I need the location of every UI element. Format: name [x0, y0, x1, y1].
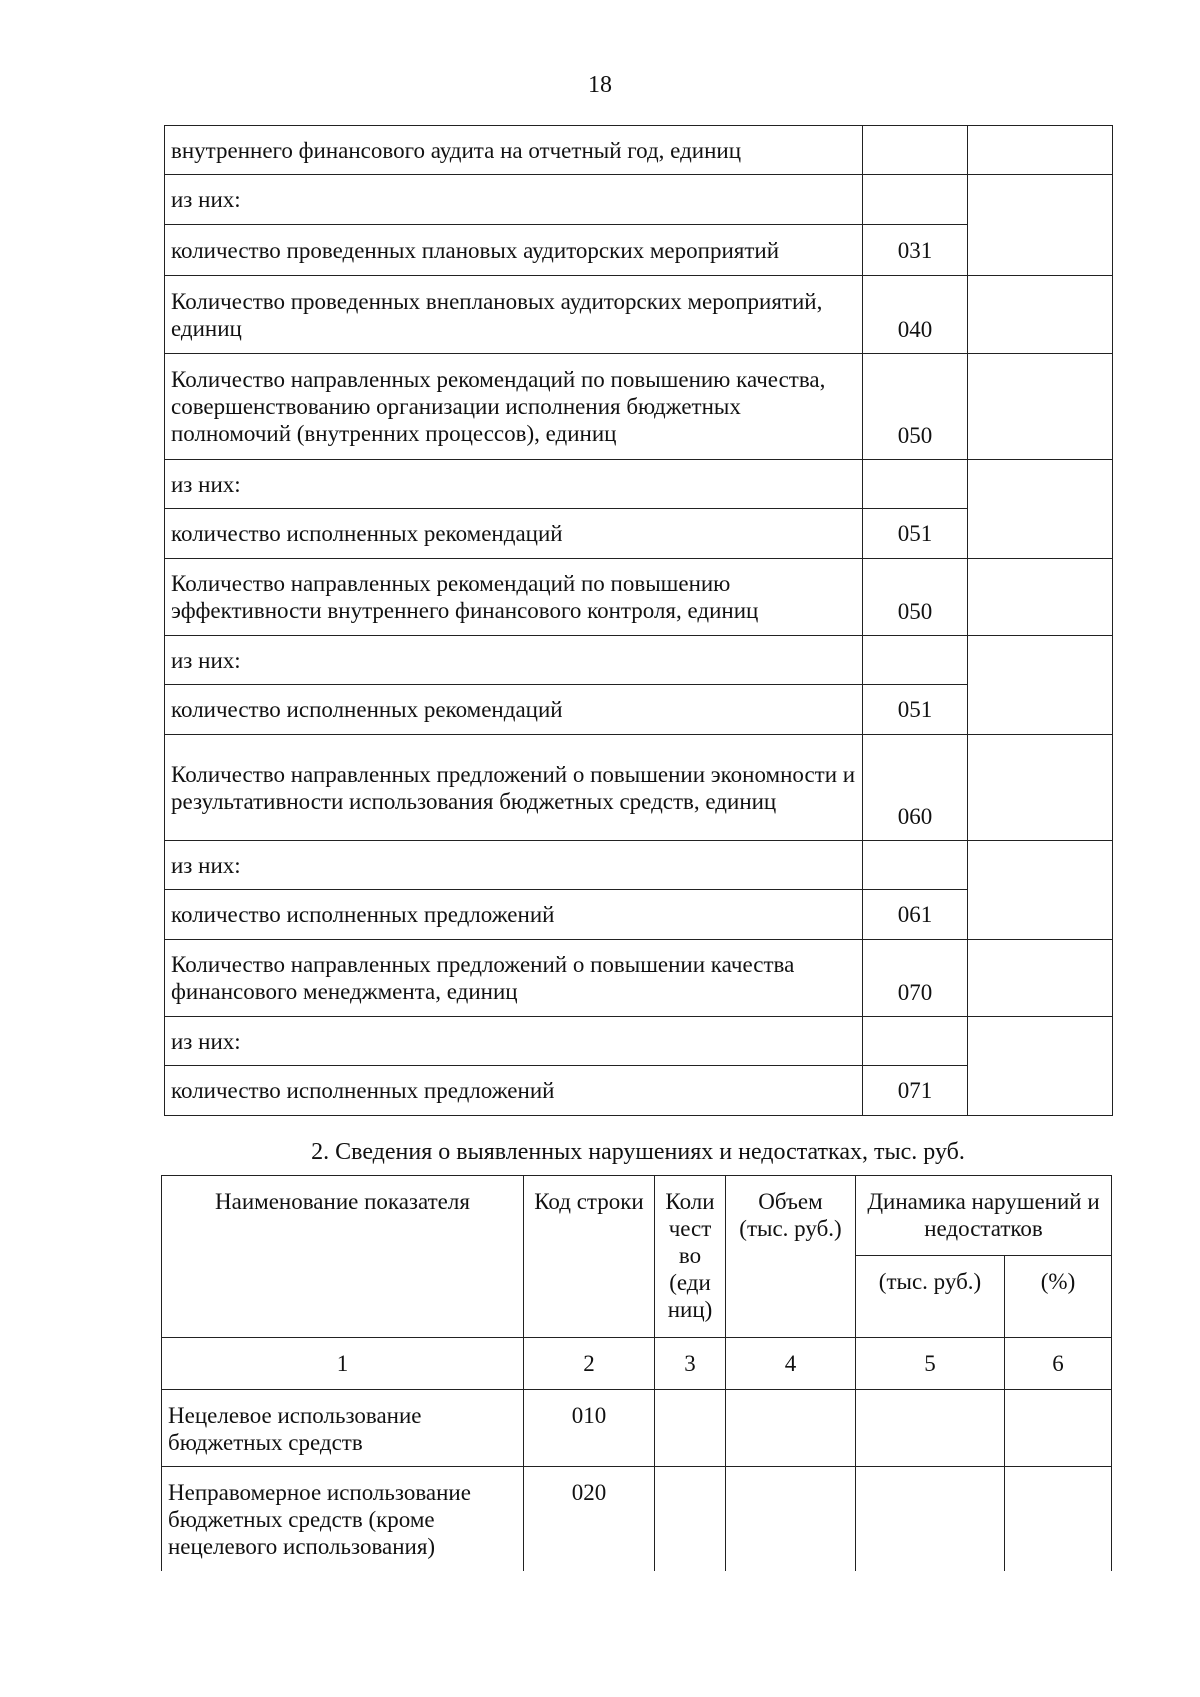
header-dynamics-rub: (тыс. руб.)	[856, 1256, 1005, 1338]
row-label: количество проведенных плановых аудиторских мероприятий	[165, 225, 863, 276]
row-code: 040	[863, 276, 968, 354]
row-code	[863, 126, 968, 175]
header-code: Код строки	[524, 1176, 655, 1338]
row-code: 051	[863, 685, 968, 735]
row-code: 061	[863, 890, 968, 940]
row-label: из них:	[165, 175, 863, 225]
row-dynamics-pct	[1005, 1467, 1112, 1571]
header-dynamics-pct: (%)	[1005, 1256, 1112, 1338]
table-row	[162, 1390, 1112, 1467]
table-row	[165, 460, 1113, 509]
header-volume: Объем (тыс. руб.)	[726, 1176, 856, 1338]
row-value	[968, 1017, 1113, 1116]
row-label: из них:	[165, 636, 863, 685]
row-label: Количество направленных рекомендаций по повышению эффективности внутреннего финансового контроля, единиц	[165, 559, 863, 636]
table-row	[165, 636, 1113, 685]
row-label: количество исполненных предложений	[165, 890, 863, 940]
row-label: из них:	[165, 841, 863, 890]
row-code	[863, 841, 968, 890]
row-label: Количество направленных рекомендаций по повышению качества, совершенствованию организации исполнения бюджетных полномочий (внутренних процессов), единиц	[165, 354, 863, 460]
table-row	[162, 1467, 1112, 1571]
row-label: количество исполненных рекомендаций	[165, 509, 863, 559]
row-label: Количество направленных предложений о повышении качества финансового менеджмента, единиц	[165, 940, 863, 1017]
row-volume	[726, 1390, 856, 1467]
row-value	[968, 559, 1113, 636]
page-number: 18	[588, 72, 612, 98]
row-code: 060	[863, 735, 968, 841]
row-code	[863, 460, 968, 509]
row-code: 031	[863, 225, 968, 276]
row-volume	[726, 1467, 856, 1571]
row-code: 050	[863, 559, 968, 636]
row-value	[968, 276, 1113, 354]
row-code	[863, 1017, 968, 1066]
section-title: 2. Сведения о выявленных нарушениях и недостатках, тыс. руб.	[311, 1139, 965, 1165]
row-value	[968, 940, 1113, 1017]
row-label: количество исполненных рекомендаций	[165, 685, 863, 735]
table-row	[165, 735, 1113, 841]
table-row	[165, 276, 1113, 354]
row-count	[655, 1467, 726, 1571]
row-dynamics-rub	[856, 1390, 1005, 1467]
row-code: 070	[863, 940, 968, 1017]
row-label: Количество проведенных внеплановых аудиторских мероприятий, единиц	[165, 276, 863, 354]
row-name: Неправомерное использование бюджетных средств (кроме нецелевого использования)	[162, 1467, 524, 1571]
row-value	[968, 636, 1113, 735]
table-row	[165, 1017, 1113, 1066]
header-count: Коли чест во (еди ниц)	[655, 1176, 726, 1338]
header-dynamics: Динамика нарушений и недостатков	[856, 1176, 1112, 1256]
header-row	[162, 1176, 1112, 1256]
column-number: 4	[726, 1338, 856, 1390]
table-row	[165, 354, 1113, 460]
table-row	[165, 559, 1113, 636]
header-name: Наименование показателя	[162, 1176, 524, 1338]
table-row	[165, 126, 1113, 175]
row-code	[863, 175, 968, 225]
column-number: 2	[524, 1338, 655, 1390]
row-label: из них:	[165, 460, 863, 509]
row-value	[968, 841, 1113, 940]
row-code: 071	[863, 1066, 968, 1116]
column-number: 3	[655, 1338, 726, 1390]
table-row	[165, 841, 1113, 890]
row-label: Количество направленных предложений о повышении экономности и результативности использования бюджетных средств, единиц	[165, 735, 863, 841]
row-value	[968, 175, 1113, 276]
row-code: 020	[524, 1467, 655, 1571]
row-value	[968, 735, 1113, 841]
column-number: 6	[1005, 1338, 1112, 1390]
row-label: из них:	[165, 1017, 863, 1066]
table-row	[165, 940, 1113, 1017]
row-dynamics-rub	[856, 1467, 1005, 1571]
row-count	[655, 1390, 726, 1467]
row-label: количество исполненных предложений	[165, 1066, 863, 1116]
row-dynamics-pct	[1005, 1390, 1112, 1467]
column-numbers-row	[162, 1338, 1112, 1390]
violations-table	[161, 1175, 1112, 1571]
audit-measures-table	[164, 125, 1113, 1116]
row-value	[968, 354, 1113, 460]
row-code	[863, 636, 968, 685]
row-label: внутреннего финансового аудита на отчетный год, единиц	[165, 126, 863, 175]
table-row	[165, 175, 1113, 225]
row-name: Нецелевое использование бюджетных средств	[162, 1390, 524, 1467]
row-value	[968, 460, 1113, 559]
row-code: 010	[524, 1390, 655, 1467]
row-value	[968, 126, 1113, 175]
column-number: 1	[162, 1338, 524, 1390]
column-number: 5	[856, 1338, 1005, 1390]
row-code: 051	[863, 509, 968, 559]
row-code: 050	[863, 354, 968, 460]
